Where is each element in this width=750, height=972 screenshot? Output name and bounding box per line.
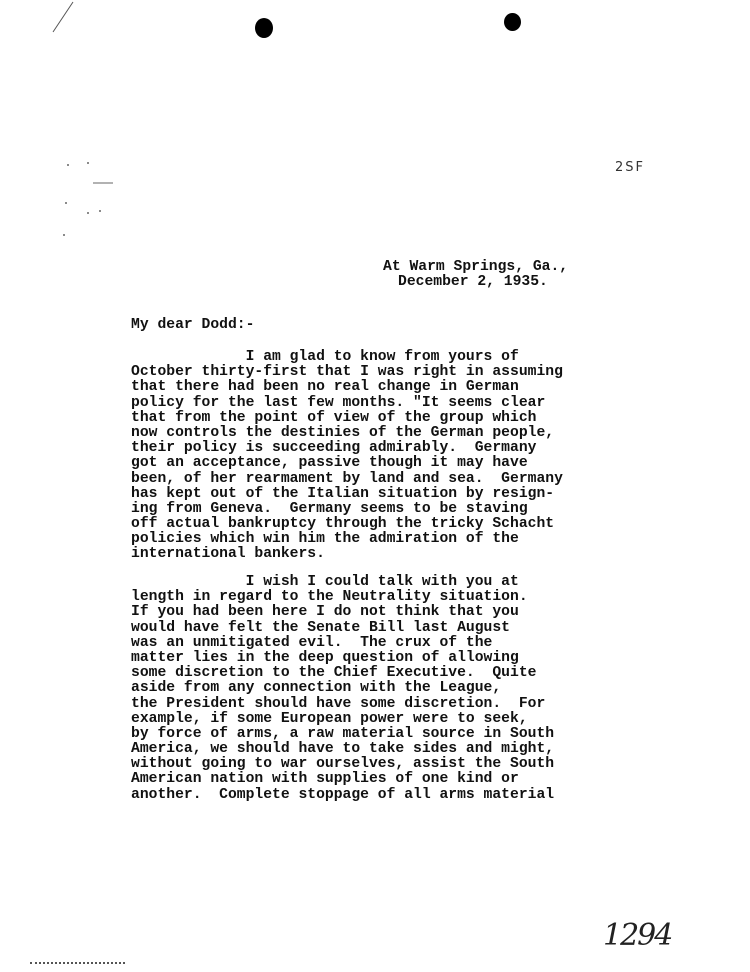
text-line: that there had been no real change in German <box>131 379 519 396</box>
paragraph-2 <box>131 575 554 803</box>
text-line: been, of her rearmament by land and sea. Germany <box>131 470 563 487</box>
archive-stamp: 2SF <box>615 160 646 175</box>
text-line: America, we should have to take sides and might, <box>131 741 555 758</box>
text-line: by force of arms, a raw material source in South <box>131 725 555 742</box>
text-line: aside from any connection with the League, <box>131 680 502 697</box>
text-line: length in regard to the Neutrality situation. <box>131 589 528 606</box>
margin-stroke <box>45 0 75 35</box>
margin-marks <box>58 155 128 245</box>
text-line: would have felt the Senate Bill last August <box>131 619 510 636</box>
salutation: My dear Dodd:- <box>131 317 255 333</box>
text-line: policy for the last few months. "It seems clear <box>131 394 546 411</box>
text-line: that from the point of view of the group which <box>131 409 537 426</box>
punch-hole <box>255 18 273 38</box>
paragraph-1 <box>131 350 563 563</box>
text-line: matter lies in the deep question of allowing <box>131 649 519 666</box>
text-line: their policy is succeeding admirably. Germany <box>131 440 537 457</box>
header-date: December 2, 1935. <box>398 274 548 291</box>
text-line: international bankers. <box>131 546 325 563</box>
text-line: I am glad to know from yours of <box>131 349 519 365</box>
letter-header <box>383 260 568 290</box>
text-line: some discretion to the Chief Executive. Quite <box>131 665 537 682</box>
text-line: without going to war ourselves, assist the South <box>131 756 555 773</box>
text-line: has kept out of the Italian situation by resign- <box>131 485 555 502</box>
text-line: I wish I could talk with you at <box>131 574 519 590</box>
text-line: the President should have some discretion. For <box>131 695 546 712</box>
text-line: another. Complete stoppage of all arms material <box>131 786 555 803</box>
footer-rule <box>30 962 125 964</box>
text-line: now controls the destinies of the German people, <box>131 424 555 441</box>
page-number: 1294 <box>603 918 672 953</box>
text-line: American nation with supplies of one kind or <box>131 771 519 788</box>
header-place: At Warm Springs, Ga., <box>383 259 569 275</box>
text-line: example, if some European power were to seek, <box>131 710 528 727</box>
text-line: policies which win him the admiration of the <box>131 531 519 548</box>
text-line: off actual bankruptcy through the tricky Schacht <box>131 516 555 533</box>
text-line: October thirty-first that I was right in assuming <box>131 364 563 381</box>
punch-hole <box>504 13 521 31</box>
text-line: If you had been here I do not think that you <box>131 604 519 621</box>
text-line: was an unmitigated evil. The crux of the <box>131 634 493 651</box>
text-line: ing from Geneva. Germany seems to be staving <box>131 500 528 517</box>
text-line: got an acceptance, passive though it may have <box>131 455 528 472</box>
